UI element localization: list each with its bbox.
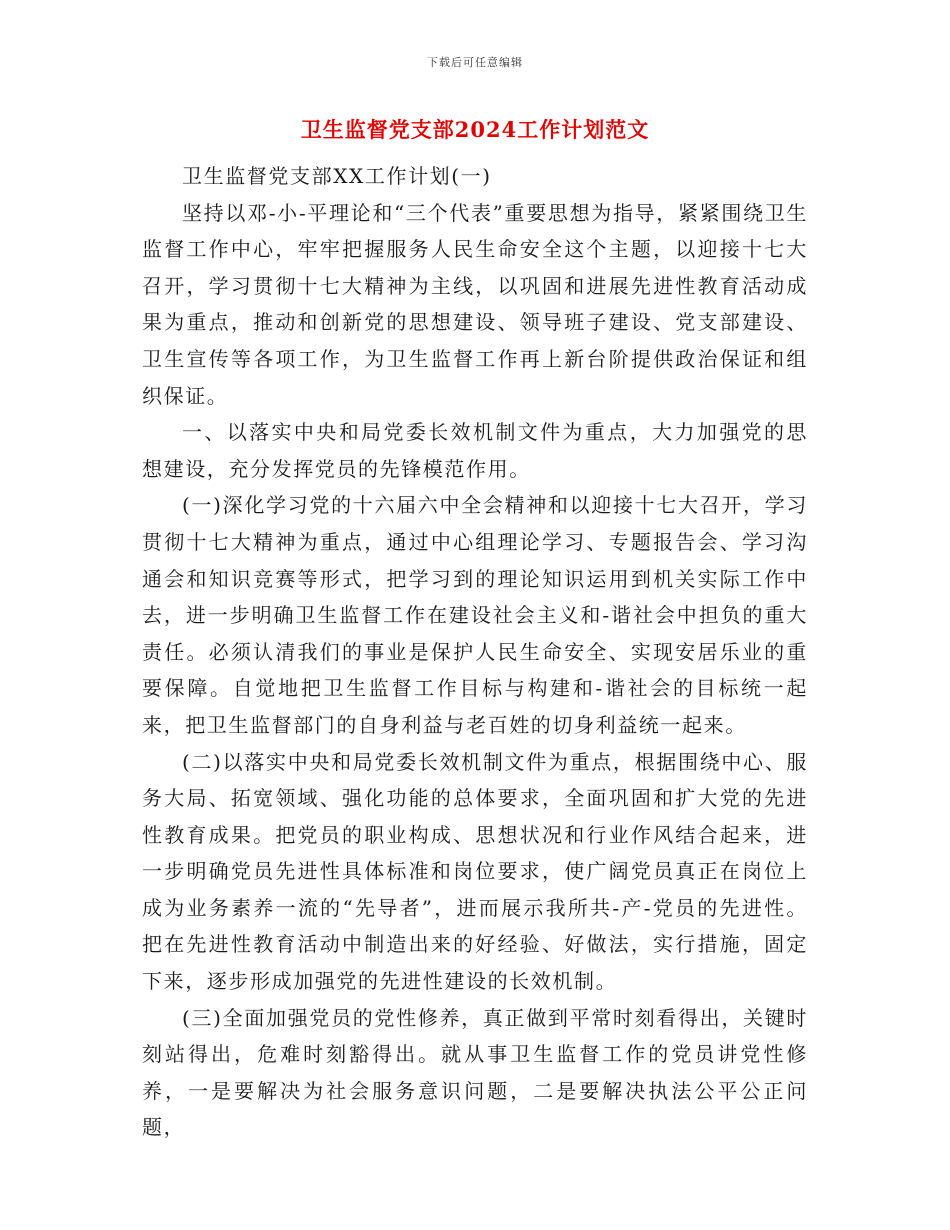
section-subtitle: 卫生监督党支部XX工作计划(一) [182, 164, 492, 188]
document-body [142, 158, 808, 1146]
paragraph-intro: 坚持以邓-小-平理论和“三个代表”重要思想为指导，紧紧围绕卫生监督工作中心，牢牢把握服务人民生命安全这个主题，以迎接十七大召开，学习贯彻十七大精神为主线，以巩固和进展先进性教育活动成果为重点，推动和创新党的思想建设、领导班子建设、党支部建设、卫生宣传等各项工作，为卫生监督工作再上新台阶提供政治保证和组织保证。 [142, 200, 808, 408]
paragraph-item-2: (二)以落实中央和局党委长效机制文件为重点，根据围绕中心、服务大局、拓宽领域、强化功能的总体要求，全面巩固和扩大党的先进性教育成果。把党员的职业构成、思想状况和行业作风结合起来，进一步明确党员先进性具体标准和岗位要求，使广阔党员真正在岗位上成为业务素养一流的“先导者”，进而展示我所共-产-党员的先进性。把在先进性教育活动中制造出来的好经验、好做法，实行措施，固定下来，逐步形成加强党的先进性建设的长效机制。 [142, 749, 808, 994]
paragraph-item-3: (三)全面加强党员的党性修养，真正做到平常时刻看得出，关键时刻站得出，危难时刻豁得出。就从事卫生监督工作的党员讲党性修养，一是要解决为社会服务意识问题，二是要解决执法公平公正问题， [142, 1005, 808, 1140]
page-header-note: 下载后可任意编辑 [427, 56, 523, 69]
document-title: 卫生监督党支部2024工作计划范文 [300, 117, 650, 142]
paragraph-section-one: 一、以落实中央和局党委长效机制文件为重点，大力加强党的思想建设，充分发挥党员的先锋模范作用。 [142, 420, 808, 481]
paragraph-item-1: (一)深化学习党的十六届六中全会精神和以迎接十七大召开，学习贯彻十七大精神为重点，通过中心组理论学习、专题报告会、学习沟通会和知识竞赛等形式，把学习到的理论知识运用到机关实际工作中去，进一步明确卫生监督工作在建设社会主义和-谐社会中担负的重大责任。必须认清我们的事业是保护人民生命安全、实现安居乐业的重要保障。自觉地把卫生监督工作目标与构建和-谐社会的目标统一起来，把卫生监督部门的自身利益与老百姓的切身利益统一起来。 [142, 493, 808, 737]
